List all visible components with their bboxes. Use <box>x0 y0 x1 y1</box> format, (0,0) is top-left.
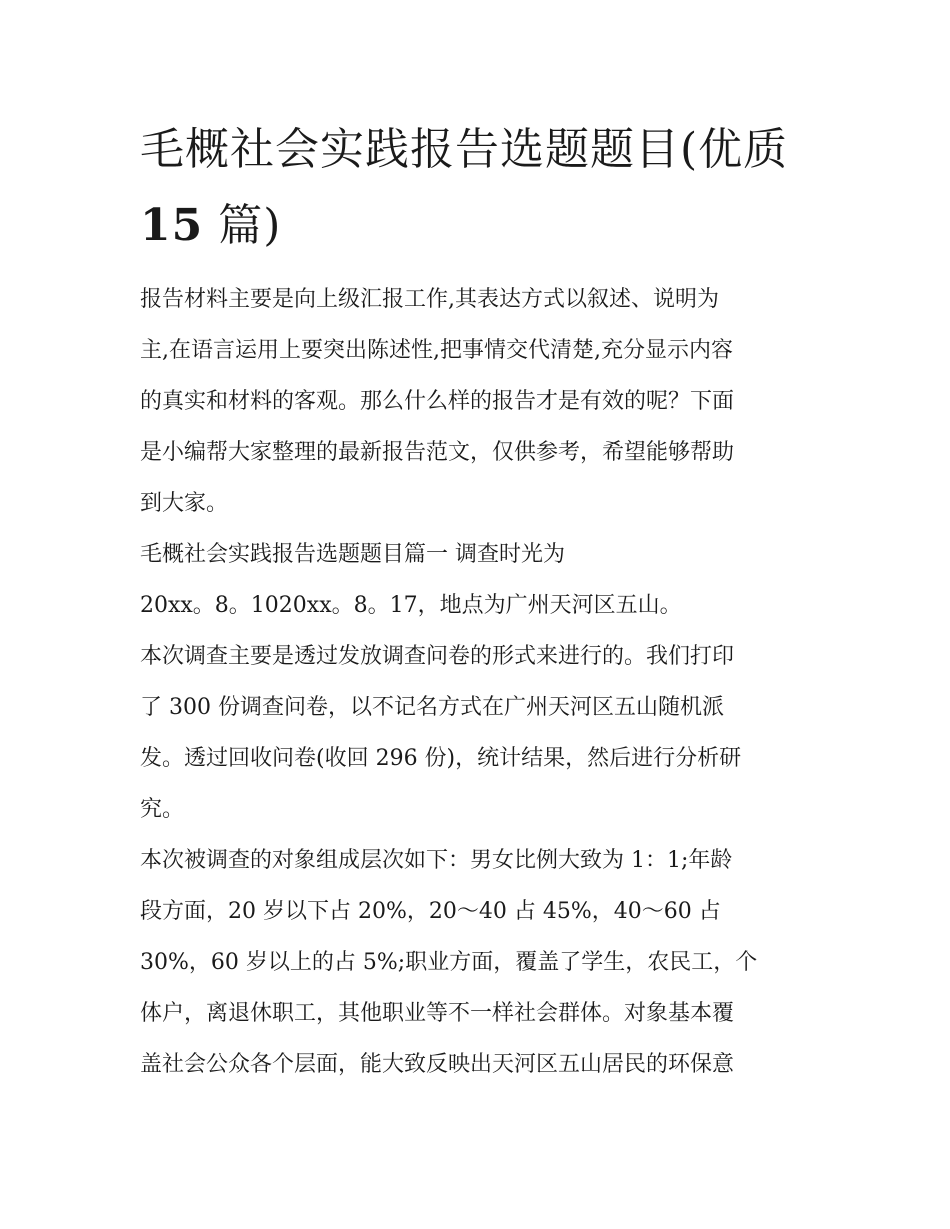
section-heading-line: 毛概社会实践报告选题题目篇一 调查时光为 <box>140 542 565 567</box>
body-line: 了 300 份调查问卷，以不记名方式在广州天河区五山随机派 <box>140 695 724 720</box>
body-line: 究。 <box>140 797 185 822</box>
body-line: 发。透过回收问卷(收回 296 份)，统计结果，然后进行分析研 <box>140 746 742 771</box>
body-line: 的真实和材料的客观。那么什么样的报告才是有效的呢？下面 <box>140 389 735 414</box>
title-text: 毛概社会实践报告选题题目(优质 <box>140 124 789 175</box>
title-number: 15 <box>140 200 204 251</box>
body-line: 20xx。8。1020xx。8。17，地点为广州天河区五山。 <box>140 593 682 618</box>
body-line: 主,在语言运用上要突出陈述性,把事情交代清楚,充分显示内容 <box>140 338 733 363</box>
body-line: 本次被调查的对象组成层次如下：男女比例大致为 1：1;年龄 <box>140 848 733 873</box>
body-line: 体户，离退休职工，其他职业等不一样社会群体。对象基本覆 <box>140 1001 735 1026</box>
body-line: 盖社会公众各个层面，能大致反映出天河区五山居民的环保意 <box>140 1052 735 1077</box>
body-line: 本次调查主要是透过发放调查问卷的形式来进行的。我们打印 <box>140 644 735 669</box>
document-title <box>140 112 830 264</box>
body-line: 段方面，20 岁以下占 20%，20～40 占 45%，40～60 占 <box>140 899 721 924</box>
body-line: 到大家。 <box>140 491 229 516</box>
body-line: 是小编帮大家整理的最新报告范文，仅供参考，希望能够帮助 <box>140 440 735 465</box>
body-line: 报告材料主要是向上级汇报工作,其表达方式以叙述、说明为 <box>140 287 719 312</box>
body-line: 30%，60 岁以上的占 5%;职业方面，覆盖了学生，农民工，个 <box>140 950 758 975</box>
document-body <box>140 274 820 1090</box>
title-suffix: 篇) <box>203 200 282 251</box>
